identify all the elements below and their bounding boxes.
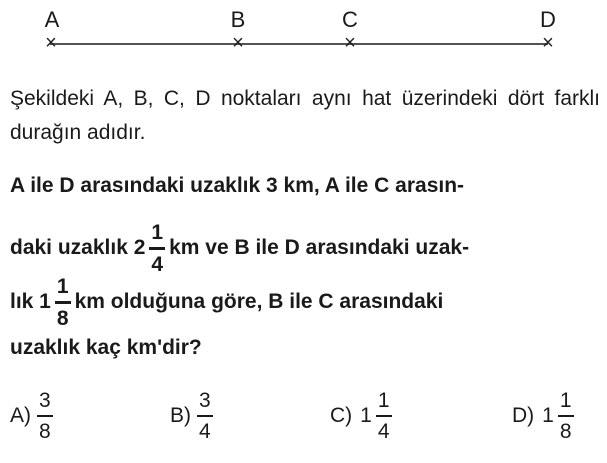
fraction-numerator: 3 [39,389,51,412]
fraction-one-eighth [55,276,71,329]
question-line-3 [10,276,443,329]
route-line [50,43,548,45]
question-line-2-text-start: daki uzaklık 2 [10,236,146,260]
fraction-bar [558,415,574,417]
option-letter: D) [512,404,535,427]
intro-paragraph: Şekildeki A, B, C, D noktaları aynı hat üzerindeki dört farklı durağın adıdır. [10,87,600,144]
option-fraction [197,390,213,442]
fraction-numerator: 3 [199,389,211,412]
point-marker-c: × [344,32,356,54]
fraction-bar [55,301,71,304]
option-whole: 1 [360,404,372,427]
number-line-diagram [0,0,607,60]
fraction-denominator: 8 [56,307,69,330]
fraction-bar [37,415,53,417]
option-fraction [37,390,53,442]
fraction-numerator: 1 [377,389,390,412]
fraction-numerator: 1 [151,221,164,244]
fraction-bar [149,247,165,250]
fraction-denominator: 4 [377,420,390,443]
question-line-4: uzaklık kaç km'dir? [10,336,202,359]
fraction-one-quarter [149,222,165,275]
fraction-denominator: 8 [559,420,572,443]
point-label-d: D [540,7,556,32]
point-marker-a: × [45,32,57,54]
option-b[interactable] [170,390,217,442]
option-c[interactable] [330,390,396,442]
question-line-3-text-start: lık 1 [10,290,51,314]
fraction-denominator: 4 [199,420,211,443]
option-fraction [376,390,392,442]
option-letter: B) [170,404,191,427]
question-line-1: A ile D arasındaki uzaklık 3 km, A ile C arasın- [10,174,465,197]
option-a[interactable] [10,390,57,442]
option-letter: C) [330,404,353,427]
point-marker-b: × [232,32,244,54]
fraction-denominator: 4 [151,253,164,276]
question-line-3-text-end: km olduğuna göre, B ile C arasındaki [74,290,444,314]
point-marker-d: × [542,32,554,54]
fraction-bar [197,415,213,417]
point-label-b: B [230,7,246,32]
fraction-numerator: 1 [56,275,69,298]
fraction-bar [376,415,392,417]
fraction-denominator: 8 [39,420,51,443]
point-label-c: C [342,7,358,32]
option-fraction [558,390,574,442]
question-line-2-text-end: km ve B ile D arasındaki uzak- [169,236,470,260]
fraction-numerator: 1 [559,389,572,412]
point-label-a: A [44,7,60,32]
option-whole: 1 [542,404,554,427]
option-letter: A) [10,404,31,427]
option-d[interactable] [512,390,578,442]
question-line-2 [10,222,469,275]
